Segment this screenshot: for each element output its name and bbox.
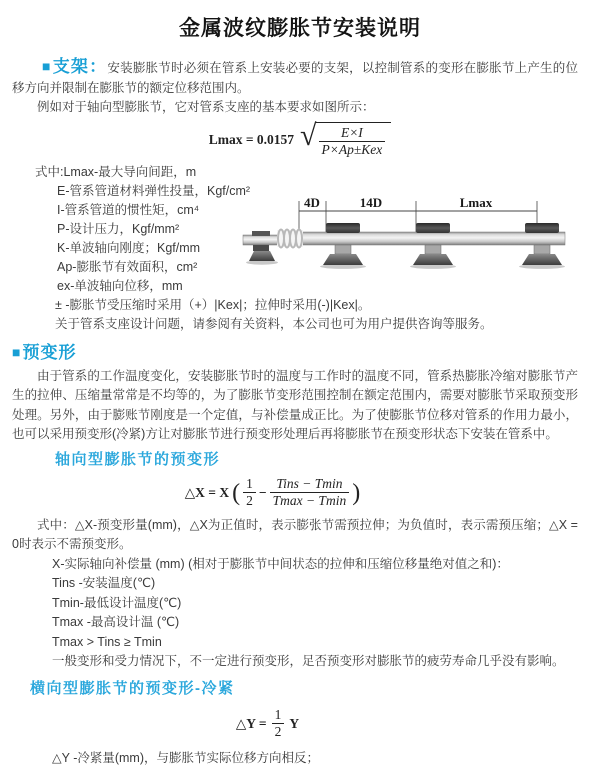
section-bullet-icon: ■: [12, 344, 21, 360]
lmax-numerator: E×I: [319, 125, 386, 141]
axial-predeform-heading: 轴向型膨胀节的预变形: [55, 450, 600, 470]
radical-sign: √: [300, 122, 316, 150]
pipe-support-diagram-svg: [243, 191, 595, 288]
temperature-fraction: $\frac{\text{Tins − Tmin}}{Tmax - Tmin}$: [270, 476, 350, 508]
pipe: [300, 232, 565, 245]
definition-item: K-单波轴向刚度；Kgf/mm: [35, 239, 600, 258]
lmax-formula-lhs: Lmax = 0.0157: [209, 132, 294, 148]
axial-predeform-formula: [0, 474, 545, 512]
lmax-formula: [0, 123, 600, 157]
support-intro-text: 安装膨胀节时必须在管系上安装必要的支架，以控制管系的变形在膨胀节上产生的位移方向并限制在膨胀节的额定位移范围内。: [12, 61, 578, 95]
axial-formula-lhs: △X = X: [185, 485, 229, 501]
support-section-paragraph: [12, 57, 578, 98]
dimension-label-lmax: Lmax: [460, 195, 493, 210]
predeform-section-heading: [12, 342, 600, 364]
lateral-formula-lhs: △Y =: [236, 716, 267, 732]
lmax-denominator: P×Ap±Kex: [319, 141, 386, 158]
pipe-stub: [243, 235, 278, 245]
lateral-note: △Y -冷紧量(mm)，与膨胀节实际位移方向相反；: [52, 749, 600, 768]
definition-item: E-管系管道材料弹性投量，Kgf/cm²: [35, 182, 600, 201]
variable-item: X-实际轴向补偿量 (mm) (相对于膨胀节中间状态的拉伸和压缩位移量绝对值之和)：: [52, 555, 600, 575]
variable-item: Tmax -最高设计温 (℃): [52, 613, 600, 633]
lateral-predeform-heading: 横向型膨胀节的预变形-冷紧: [30, 679, 600, 699]
section-bullet-icon: ■: [42, 58, 52, 74]
minus-sign: −: [259, 485, 267, 501]
dimension-label-4d: 4D: [304, 195, 320, 210]
variable-item: Tins -安装温度(℃): [52, 574, 600, 594]
support-section-heading: [42, 57, 107, 76]
support-heading-label: 支架：: [53, 57, 108, 76]
lateral-formula-rhs: Y: [289, 716, 299, 732]
one-half-fraction: $\frac{1}{2}$: [243, 476, 256, 508]
predeform-paragraph: 由于管系的工作温度变化，安装膨胀节时的温度与工作时的温度不同，管系热膨胀冷缩对膨胀节产生的拉伸、压缩量常常是不均等的，为了膨胀节变形范围控制在额定范围内，需要对膨胀节采取预变形处理。另外，由于膨账节刚度是一个定值，与补偿量成正比。为了使膨胀节位移对管系的作用力最小，也可以采用预变形(冷紧)方让对膨胀节进行预变形处理后再将膨胀节在预变形状态下安装在管系中。: [12, 367, 578, 445]
consult-note: 关于管系支座设计问题，请参阅有关资料，本公司也可为用户提供咨询等服务。: [55, 315, 600, 334]
support-example-text: 例如对于轴向型膨胀节，它对管系支座的基本要求如图所示：: [12, 98, 578, 118]
dimension-label-14d: 14D: [360, 195, 382, 210]
guide-support: [410, 223, 456, 269]
axial-formula-explain: 式中：△X-预变形量(mm)，△X为正值时，表示膨张节需预拉伸；为负值时，表示需预压缩；△X = 0时表示不需预变形。: [12, 516, 578, 555]
definition-item: I-管系管道的惯性矩，cm⁴: [35, 201, 600, 220]
bellows: [277, 230, 303, 248]
pipe-support-diagram: [243, 191, 595, 288]
definition-item: ex-单波轴向位移，mm: [35, 277, 600, 296]
variable-item: Tmax > Tins ≥ Tmin: [52, 633, 600, 653]
predeform-heading-label: 预变形: [22, 343, 76, 362]
variable-item: Tmin-最低设计温度(℃): [52, 594, 600, 614]
lateral-predeform-formula: [0, 708, 535, 740]
one-half-fraction: $\frac{1}{2}$: [272, 707, 285, 739]
definition-item: 式中:Lmax-最大导向间距，m: [35, 163, 600, 182]
definition-item: Ap-膨胀节有效面积，cm²: [35, 258, 600, 277]
open-paren: (: [232, 481, 240, 505]
square-root: [300, 122, 391, 157]
close-paren: ): [352, 481, 360, 505]
lmax-fraction: [319, 125, 386, 157]
guide-support: [519, 223, 565, 269]
guide-support: [320, 223, 366, 269]
definition-item: P-设计压力，Kgf/mm²: [35, 220, 600, 239]
axial-variable-list: [0, 555, 600, 653]
page-title: 金属波纹膨胀节安装说明: [0, 0, 600, 42]
plus-minus-note: ± -膨胀节受压缩时采用（+）|Kex|；拉伸时采用(-)|Kex|。: [55, 296, 600, 315]
radicand: [315, 122, 392, 157]
axial-note: 一般变形和受力情况下，不一定进行预变形，足否预变形对膨胀节的疲劳寿命几乎没有影响。: [52, 652, 600, 672]
